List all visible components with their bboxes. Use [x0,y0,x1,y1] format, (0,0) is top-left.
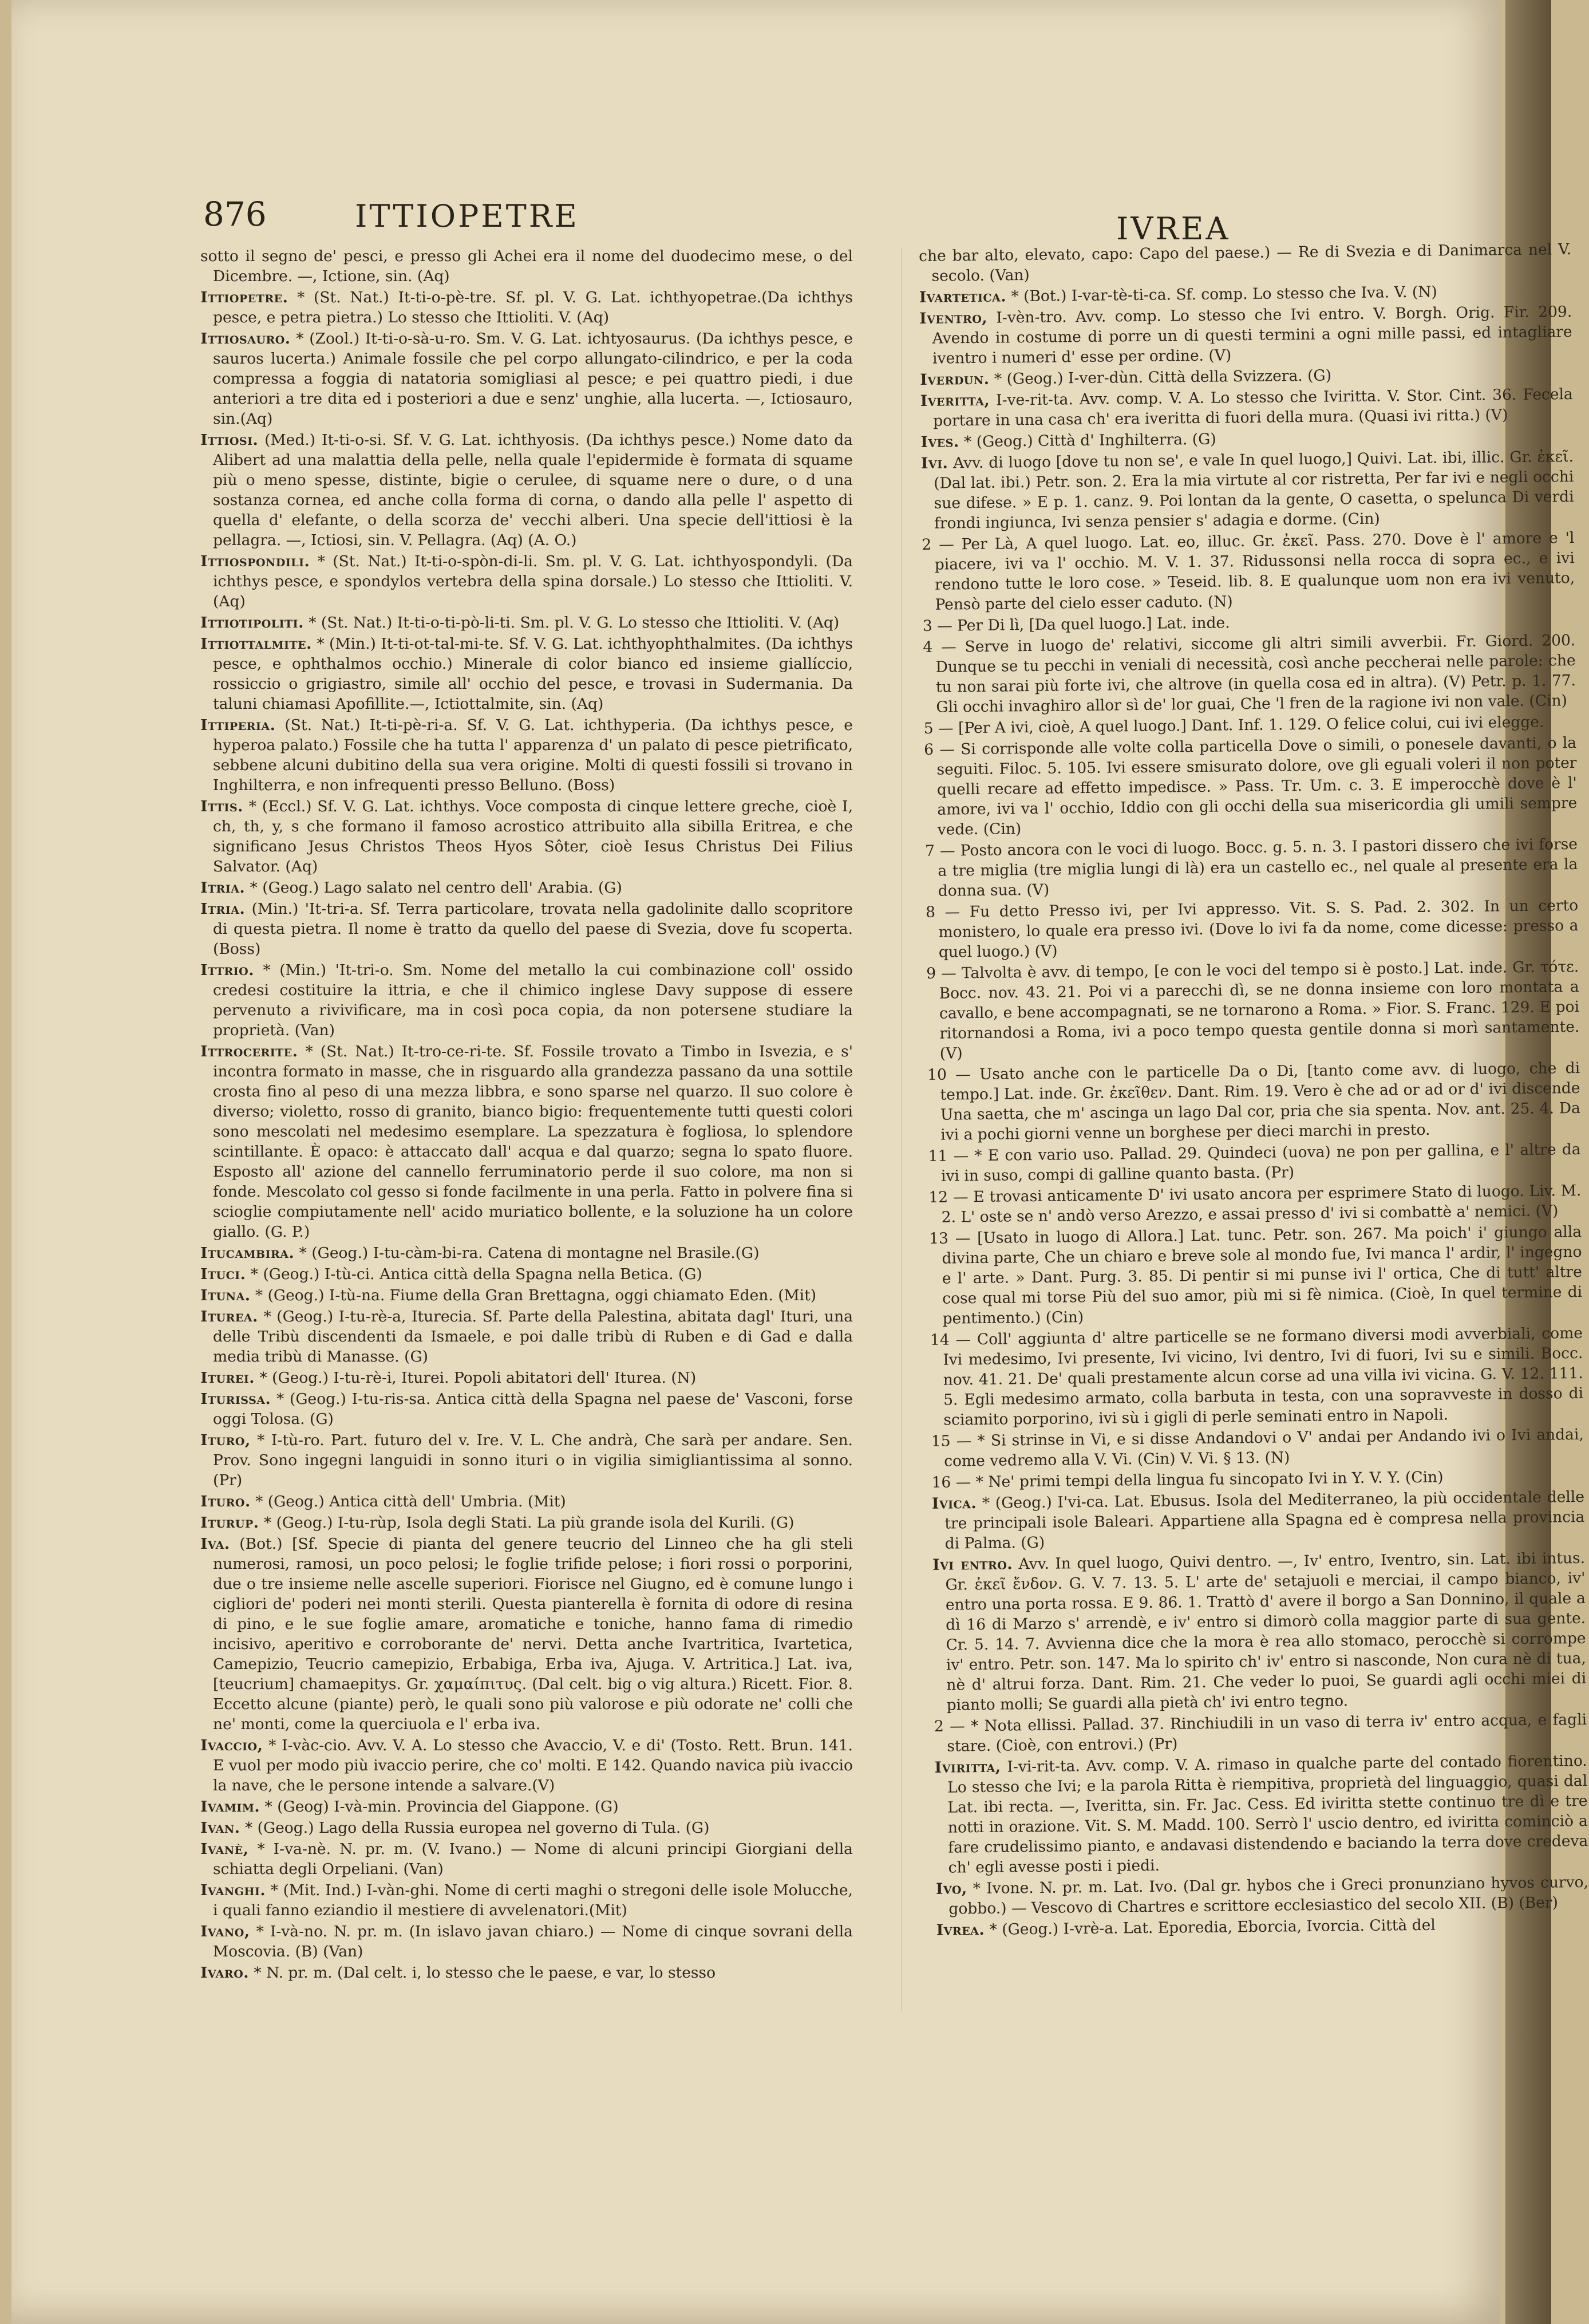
dictionary-entry [932,1548,1587,1715]
entry-text: * (Geog.) Antica città dell' Umbria. (Mit) [255,1493,566,1510]
dictionary-entry [200,1513,853,1533]
entry-text: * (Zool.) It-ti-o-sà-u-ro. Sm. V. G. Lat. ichtyosaurus. (Da ichthys pesce, e sauros lucerta.) Animale fossile che pel corpo allungato-cilindrico, e per la coda compressa a foggia di natatoria somigliasi al pesce; e pei quattro piedi, i due anteriori a tre dita ed i posteriori a due e senz' unghie, alla lucerta. —, Ictiosauro, sin.(Aq) [213,330,853,428]
entry-text: 13 — [Usato in luogo di Allora.] Lat. tunc. Petr. son. 267. Ma poich' i' giungo alla divina parte, Che un chiaro e breve sole al mondo fue, Ivi manca l' ardir, l' ingegno e l' arte. » Dant. Purg. 3. 85. Di pentir si mi punse ivi l' ortica, Che di tutt' altre cose qual mi torse Più del suo amor, più mi si fè nimica. (Cioè, In quel termine di pentimento.) (Cin) [928,1222,1583,1328]
entry-text: * (Mit. Ind.) I-vàn-ghi. Nome di certi maghi o stregoni delle isole Molucche, i quali fanno eziandio il mestiere di avvelenatori.(Mit) [213,1881,853,1919]
entry-headword: Iturup. [200,1514,259,1532]
left-column [200,246,853,1984]
entry-text: * (Geog.) I-tu-rè-a, Iturecia. Sf. Parte della Palestina, abitata dagl' Ituri, una delle Tribù discendenti da Ismaele, e poi dalle tribù di Ruben e di Gad e dalla media tribù di Manasse. (G) [213,1308,853,1366]
entry-headword: Iturei. [200,1369,255,1387]
entry-text: * (Geog.) I-vrè-a. Lat. Eporedia, Eborcia, Ivorcia. Città del [989,1916,1436,1939]
entry-headword: Ittiospondili. [200,553,310,570]
entry-headword: Ivanghi. [200,1881,266,1899]
dictionary-entry [919,302,1572,369]
dictionary-entry [927,1058,1580,1145]
entry-headword: Ittiottalmite. [200,635,312,653]
entry-text: * (Geog.) I-tu-rùp, Isola degli Stati. La più grande isola del Kurili. (G) [263,1514,794,1532]
dictionary-entry [929,1222,1583,1329]
entry-text: * I-tù-ro. Part. futuro del v. Ire. V. L. Che andrà, Che sarà per andare. Sen. Prov. Sono ingegni languidi in sonno ituri o in vigilia simigliantissima al sonno. (Pr) [213,1431,853,1489]
entry-text: 4 — Serve in luogo de' relativi, siccome gli altri simili avverbii. Fr. Giord. 200. Dunque se tu pecchi in veniali di necessità, così anche peccherai nelle parole: che tu non sarai più forte ivi, che altrove (in quella cosa ed in altra). (V) Petr. p. 1. 77. Gli occhi invaghiro allor sì de' lor guai, Che 'l fren de la ragione ivi non vale. (Cin) [923,632,1576,716]
entry-text: * I-va-nè. N. pr. m. (V. Ivano.) — Nome di alcuni principi Giorgiani della schiatta degli Orpeliani. (Van) [213,1840,853,1878]
entry-headword: Ivamim. [200,1798,260,1816]
entry-headword: Ittiopetre. [200,289,288,306]
book-page [11,0,1589,2324]
entry-text: I-ve-rit-ta. Avv. comp. V. A. Lo stesso che Iviritta. V. Stor. Cint. 36. Fecela portare in una casa ch' era iveritta di fuori della mura. (Quasi ivi ritta.) (V) [933,385,1573,430]
entry-text: (Med.) It-ti-o-si. Sf. V. G. Lat. ichthyosis. (Da ichthys pesce.) Nome dato da Alibert ad una malattia della pelle, nella quale l'epidermide è formata di squame più o meno spesse, distinte, bigie o cerulee, di squame nere o dure, o d una sostanza cornea, ed anche colla forma di corna, o dando alla pelle l' aspetto di quella d' elefante, o della scorza de' vecchi alberi. Una specie dell'ittiosi è la pellagra. —, Ictiosi, sin. V. Pellagra. (Aq) (A. O.) [213,431,853,549]
entry-headword: Ittiotipoliti. [200,614,304,632]
dictionary-entry [200,1534,853,1734]
entry-text: * (St. Nat.) It-ti-o-spòn-di-li. Sm. pl. V. G. Lat. ichthyospondyli. (Da ichthys pesce, e spondylos vertebra della spina dorsale.) Lo stesso che Ittioliti. V. (Aq) [213,553,853,610]
dictionary-entry [200,1243,853,1263]
entry-headword: Ituro. [200,1493,251,1510]
entry-headword: Ivrea. [936,1920,985,1939]
dictionary-entry [936,1872,1589,1919]
running-header [11,195,1500,246]
dictionary-entry [934,1710,1587,1757]
entry-text: * I-vàc-cio. Avv. V. A. Lo stesso che Avaccio, V. e di' (Tosto. Rett. Brun. 141. E vuol per modo più ivaccio perire, che co' molti. E 142. Quando navica più ivaccio la nave, che le persone intende a salvare.(V) [213,1737,853,1794]
entry-headword: Ives. [920,433,959,451]
entry-headword: Ittis. [200,798,243,815]
entry-headword: Ittiosauro. [200,330,291,348]
dictionary-entry [200,878,853,898]
entry-headword: Iturissa. [200,1390,271,1408]
entry-text: * (Min.) It-ti-ot-tal-mi-te. Sf. V. G. Lat. ichthyophthalmites. (Da ichthys pesce, e ophthalmos occhio.) Minerale di color bianco ed insieme giallíccio, rossiccio o grigiastro, simile all' occhio del pesce, e trovasi in Sudermania. Da taluni chiamasi Apofillite.—, Ictiottalmite, sin. (Aq) [213,635,853,713]
entry-text: I-vi-rit-ta. Avv. comp. V. A. rimaso in qualche parte del contado fiorentino. Lo stesso che Ivi; e la parola Ritta è riempitiva, proprietà del linguaggio, quasi dal Lat. ibi recta. —, Iveritta, sin. Fr. Jac. Cess. Ed iviritta stette continuo tre dì e tre notti in orazione. Vit. S. M. Madd. 100. Serrò l' uscio dentro, ed iviritta cominciò a fare crudelissimo pianto, e andavasi distendendo e baciando la terra dove credeva ch' egli avesse posti i piedi. [947,1751,1588,1877]
dictionary-entry [200,1368,853,1388]
entry-text: * (Geog.) Città d' Inghilterra. (G) [963,430,1216,451]
entry-text: 15 — * Si strinse in Vi, e si disse Andandovi o V' andai per Andando ivi o Ivi andai, come vedremo alla V. Vi. (Cin) V. Vi. § 13. (N) [931,1425,1584,1470]
dictionary-entry [200,430,853,550]
dictionary-entry [200,1389,853,1429]
entry-text: 9 — Talvolta è avv. di tempo, [e con le voci del tempo si è posto.] Lat. inde. Gr. τότε. Bocc. nov. 43. 21. Poi vi a parecchi dì, se ne donna insieme con loro montata a cavallo, e bene accompagnati, se ne tornarono a Roma. » Fior. S. Franc. 129. E poi ritornandosi a Roma, ivi a poco tempo questa gentile donna si morì santamente. (V) [926,957,1580,1063]
entry-headword: Ittiosi. [200,431,259,449]
entry-text: 10 — Usato anche con le particelle Da o Di, [tanto come avv. di luogo, che di tempo.] Lat. inde. Gr. ἐκεῖθεν. Dant. Rim. 19. Vero è che ad or ad or d' ivi discende Una saetta, che m' ascinga un lago Dal cor, pria che sia spenta. Nov. ant. 25. 4. Da ivi a pochi giorni venne un borghese per dieci marchi in presto. [927,1059,1580,1144]
dictionary-entry [919,239,1572,286]
entry-text: (St. Nat.) It-ti-pè-ri-a. Sf. V. G. Lat. ichthyperia. (Da ichthys pesce, e hyperoa palato.) Fossile che ha tutta l' apparenza d' un palato di pesce pietrificato, sebbene alcuni dubitino della sua vera origine. Molti di questi fossili si trovano in Inghilterra, e non infrequenti presso Belluno. (Boss) [213,716,853,794]
entry-headword: Ivanè, [200,1840,249,1858]
dictionary-entry [200,1735,853,1796]
dictionary-entry [200,715,853,795]
entry-text: * (Geog.) I-tù-na. Fiume della Gran Brettagna, oggi chiamato Eden. (Mit) [255,1287,817,1304]
entry-text: * (Eccl.) Sf. V. G. Lat. ichthys. Voce composta di cinque lettere greche, cioè I, ch, th, y, s che formano il famoso acrostico attribuito alla sibilla Eritrea, e che significano Jesus Christos Theos Hyos Sôter, cioè Iesus Christus Dei Filius Salvator. (Aq) [213,798,853,875]
entry-text: * (Min.) 'It-tri-o. Sm. Nome del metallo la cui combinazione coll' ossido credesi costituire la ittria, e che il chimico inglese Davy suppose di essere pervenuto a rivivificare, ma in così poca copia, da non potersene studiare la proprietà. (Van) [213,961,853,1039]
dictionary-entry [930,1323,1584,1430]
entry-text: * (Geog.) I'vi-ca. Lat. Ebusus. Isola del Mediterraneo, la più occidentale delle tre principali isole Baleari. Appartiene alla Spagna ed è compresa nella provincia di Palma. (G) [944,1487,1585,1553]
dictionary-entry [200,1839,853,1879]
dictionary-entry [200,551,853,611]
entry-headword: Ivartetica. [919,287,1007,306]
entry-headword: Ittiperia. [200,716,276,734]
dictionary-entry [924,733,1578,840]
entry-text: * (St. Nat.) It-ti-o-ti-pò-li-ti. Sm. pl. V. G. Lo stesso che Ittioliti. V. (Aq) [309,614,840,632]
entry-text: 16 — * Ne' primi tempi della lingua fu sincopato Ivi in Y. V. Y. (Cin) [931,1468,1444,1492]
entry-headword: Itucambira. [200,1244,295,1262]
dictionary-entry [926,957,1580,1064]
entry-headword: Ivan. [200,1819,240,1837]
dictionary-entry [200,1430,853,1490]
entry-text: 6 — Si corrisponde alle volte colla particella Dove o simili, o ponesele davanti, o la seguiti. Filoc. 5. 105. Ivi essere smisurato dolore, ove gli eguali voleri il non poter quelli recare ad effetto impedisce. » Pass. Tr. Um. c. 3. E imperocchè dove è l' amore, ivi va l' occhio, Iddio con gli occhi della sua misericordia gli umili sempre vede. (Cin) [924,734,1578,839]
dictionary-entry [200,1307,853,1367]
entry-text: 11 — * E con vario uso. Pallad. 29. Quindeci (uova) ne pon per gallina, e l' altre da ivi in suso, compi di galline quanto basta. (Pr) [928,1140,1581,1185]
entry-headword: Ivi entro. [932,1555,1013,1574]
dictionary-entry [921,447,1574,534]
dictionary-entry [935,1751,1588,1878]
entry-text: * (Geog.) Lago salato nel centro dell' Arabia. (G) [250,879,622,897]
entry-text: * (Geog) I-và-min. Provincia del Giappone. (G) [264,1798,619,1816]
entry-headword: Itria. [200,900,246,918]
entry-text: * (Geog.) Lago della Russia europea nel governo di Tula. (G) [244,1819,710,1837]
entry-text: 3 — Per Di lì, [Da quel luogo.] Lat. inde. [922,614,1230,635]
dictionary-entry [200,1264,853,1284]
entry-headword: Iva. [200,1535,230,1553]
entry-headword: Ituna. [200,1287,251,1304]
dictionary-entry [200,613,853,633]
entry-text: 12 — E trovasi anticamente D' ivi usato ancora per esprimere Stato di luogo. Liv. M. 2. L' oste se n' andò verso Arezzo, e assai presso d' ivi si combattè a' nemici. (V) [928,1181,1582,1226]
entry-headword: Iviritta, [934,1758,1001,1777]
entry-text: * (St. Nat.) It-ti-o-pè-tre. Sf. pl. V. G. Lat. ichthyopetrae.(Da ichthys pesce, e petra pietra.) Lo stesso che Ittioliti. V. (Aq) [213,289,853,326]
entry-headword: Iturea. [200,1308,258,1325]
entry-text: I-vèn-tro. Avv. comp. Lo stesso che Ivi entro. V. Borgh. Orig. Fir. 209. Avendo in costume di porre un di questi termini a ogni mille passi, ed intagliare iventro i numeri d' esse per ordine. (V) [932,303,1572,368]
dictionary-entry [923,630,1576,717]
dictionary-entry [200,1963,853,1983]
entry-text: * (Geog.) I-tù-ci. Antica città della Spagna nella Betica. (G) [250,1265,702,1283]
dictionary-entry [200,1041,853,1242]
entry-text: * N. pr. m. (Dal celt. i, lo stesso che le paese, e var, lo stesso [254,1964,716,1982]
entry-text: 2 — Per Là, A quel luogo. Lat. eo, illuc. Gr. ἐκεῖ. Pass. 270. Dove è l' amore e 'l piacere, ivi va l' occhio. M. V. 1. 37. Ridussonsi nella rocca di sopra ec., e ivi rendono tutte le loro cose. » Teseid. lib. 8. E qualunque uom non era ivi venuto, Pensò parte del cielo esser caduto. (N) [922,529,1575,614]
entry-headword: Iverdun. [920,370,990,389]
dictionary-entry [931,1425,1584,1471]
page-number: 876 [203,195,267,234]
entry-text: * (Geog.) I-tu-ris-sa. Antica città della Spagna nel paese de' Vasconi, forse oggi Tolosa. (G) [213,1390,853,1428]
entry-text: 8 — Fu detto Presso ivi, per Ivi appresso. Vit. S. S. Pad. 2. 302. In un certo monistero, lo quale era presso ivi. (Dove lo ivi fa da nome, come dicesse: presso a quel luogo.) (V) [926,896,1579,961]
entry-headword: Iveritta, [920,391,990,410]
entry-text: * (Bot.) I-var-tè-ti-ca. Sf. comp. Lo stesso che Iva. V. (N) [1011,283,1437,306]
dictionary-entry [922,528,1575,615]
entry-headword: Ituro, [200,1431,251,1449]
entry-headword: Ivi. [920,454,948,472]
header-left-guideword: ITTIOPETRE [355,198,579,234]
entry-text: (Bot.) [Sf. Specie di pianta del genere teucrio del Linneo che ha gli steli numerosi, ramosi, un poco pelosi; le foglie trifide pelose; i fiori rossi o porporini, due o tre insieme nelle ascelle superiori. Fiorisce nel Giugno, ed è comune lungo i cigliori de' poderi nei monti sterili. Questa pianterella è fornita di odore di resina di pino, e le sue foglie amare, aromatiche e toniche, hanno fama di rimedio incisivo, aperitivo e corroborante de' nervi. Detta anche Ivartritica, Ivartetica, Camepizio, Teucrio camepizio, Erbabiga, Erba iva, Ajuga. V. Artritica.] Lat. iva, [teucrium] chamaepitys. Gr. χαμαίπιτυς. (Dal celt. big o vig altura.) Ricett. Fior. 8. Eccetto alcune (piante) però, le quali sono più valorose e più odorate ne' colli che ne' monti, come la querciuola e l' erba iva. [213,1535,853,1733]
entry-headword: Ivica. [931,1494,977,1513]
entry-headword: Ivo, [935,1880,967,1898]
dictionary-entry [200,1921,853,1962]
dictionary-entry [200,960,853,1040]
dictionary-entry [200,287,853,328]
dictionary-entry [200,1818,853,1838]
dictionary-entry [200,1880,853,1920]
entry-text: * (Geog.) I-tu-càm-bi-ra. Catena di montagne nel Brasile.(G) [299,1244,760,1262]
dictionary-entry [200,1492,853,1512]
dictionary-entry [200,1285,853,1305]
entry-text: 5 — [Per A ivi, cioè, A quel luogo.] Dant. Inf. 1. 129. O felice colui, cui ivi elegge. [923,713,1544,737]
entry-text: sotto il segno de' pesci, e presso gli Achei era il nome del duodecimo mese, o del Dicembre. —, Ictione, sin. (Aq) [200,247,853,285]
entry-text: * (St. Nat.) It-tro-ce-ri-te. Sf. Fossile trovato a Timbo in Isvezia, e s' incontra formato in masse, che in risguardo alla grandezza passano da una sottile crosta fino al peso di una mezza libbra, e sono sparse nel quarzo. Il suo colore è diverso; violetto, rosso di granito, bianco bigio: frequentemente tutti questi colori sono mescolati nel medesimo esemplare. La spezzatura è fogliosa, lo splendore scintillante. È opaco: è attaccato dall' acqua e dal quarzo; segna lo spato fluore. Esposto all' azione del cannello ferruminatorio perde il suo colore, ma non si fonde. Mescolato col gesso si fonde facilmente in una perla. Fatto in polvere fina si scioglie compiutamente nell' acido muriatico bollente, e la soluzione ha un colore giallo. (G. P.) [213,1043,853,1241]
dictionary-entry [928,1181,1582,1228]
dictionary-entry [926,895,1579,962]
dictionary-entry [928,1139,1581,1186]
dictionary-entry [920,384,1574,431]
header-right-guideword: IVREA [1116,211,1231,247]
entry-headword: Ituci. [200,1265,246,1283]
dictionary-entry [925,834,1578,901]
dictionary-entry [932,1487,1585,1554]
entry-text: (Min.) 'It-tri-a. Sf. Terra particolare, trovata nella gadolinite dallo scopritore di questa pietra. Il nome è tratto da quello del paese di Svezia, dove fu scoperta. (Boss) [213,900,853,958]
dictionary-entry [200,634,853,714]
right-column [919,239,1589,1942]
entry-headword: Ittrio. [200,961,254,979]
entry-text: * (Geog.) I-tu-rè-i, Iturei. Popoli abitatori dell' Iturea. (N) [259,1369,697,1387]
dictionary-entry [200,796,853,877]
entry-text: che bar alto, elevato, capo: Capo del paese.) — Re di Svezia e di Danimarca nel V. secolo. (Van) [919,240,1572,285]
entry-text: 14 — Coll' aggiunta d' altre particelle se ne formano diversi modi avverbiali, come Ivi medesimo, Ivi presente, Ivi vicino, Ivi dentro, Ivi di fuori, Ivi su e simili. Bocc. nov. 41. 21. De' quali prestamente alcun corse ad una villa ivi vicina. G. V. 12. 111. 5. Egli medesimo armato, colla barbuta in testa, con una sopravveste in dosso di sciamito porporino, ivi sù i gigli di perle seminati entro in Napoli. [930,1324,1584,1429]
entry-text: * I-và-no. N. pr. m. (In islavo javan chiaro.) — Nome di cinque sovrani della Moscovia. (B) (Van) [213,1923,853,1960]
entry-headword: Itria. [200,879,246,897]
entry-text: * (Geog.) I-ver-dùn. Città della Svizzera. (G) [994,366,1332,388]
entry-headword: Ivano, [200,1923,250,1940]
entry-headword: Ivaro. [200,1964,249,1982]
entry-text: 2 — * Nota ellissi. Pallad. 37. Rinchiudili in un vaso di terra iv' entro acqua, e fagli stare. (Cioè, con entrovi.) (Pr) [934,1710,1587,1755]
entry-text: Avv. In quel luogo, Quivi dentro. —, Iv' entro, Iventro, sin. Lat. ibi intus. Gr. ἐκεῖ ἔνδον. G. V. 7. 13. 5. L' arte de' setajuoli e merciai, il campo bianco, iv' entro una porta rossa. E 9. 86. 1. Trattò d' avere il borgo a San Donnino, il quale a dì 16 di Marzo s' arrendè, e iv' entro si dimorò colla maggior parte di sua gente. Cr. 5. 14. 7. Avvienna dice che la mora è rea allo stomaco, perocchè si corrompe iv' entro. Petr. son. 147. Ma lo spirito ch' iv' entro si nasconde, Non cura nè di tua, nè d' altrui forza. Dant. Rim. 21. Che veder lo puoi, Se guardi agli occhi miei di pianto molli; Se guardi alla pietà ch' ivi entro tegno. [945,1549,1587,1714]
entry-headword: Ittrocerite. [200,1043,298,1060]
dictionary-entry [200,1797,853,1817]
entry-headword: Ivaccio, [200,1737,263,1754]
entry-text: * Ivone. N. pr. m. Lat. Ivo. (Dal gr. hybos che i Greci pronunziano hyvos curvo, gobbo.) — Vescovo di Chartres e scrittore ecclesiastico del secolo XII. (B) (Ber) [948,1873,1589,1918]
dictionary-entry [200,246,853,286]
entry-text: 7 — Posto ancora con le voci di luogo. Bocc. g. 5. n. 3. I pastori dissero che ivi forse a tre miglia (tre miglia lungi di là) era un castello ec., nel quale al presente era la donna sua. (V) [924,835,1578,900]
entry-text: Avv. di luogo [dove tu non se', e vale In quel luogo,] Quivi. Lat. ibi, illic. Gr. ἐκεῖ. (Dal lat. ibi.) Petr. son. 2. Era la mia virtute al cor ristretta, Per far ivi e negli occhi sue difese. » E p. 1. canz. 9. Poi lontan da la gente, O casetta, o spelunca Di verdi frondi ingiunca, Ivi senza pensier s' adagia e dorme. (Cin) [934,448,1574,532]
dictionary-entry [200,329,853,429]
dictionary-entry [200,899,853,959]
entry-headword: Iventro, [919,309,988,328]
